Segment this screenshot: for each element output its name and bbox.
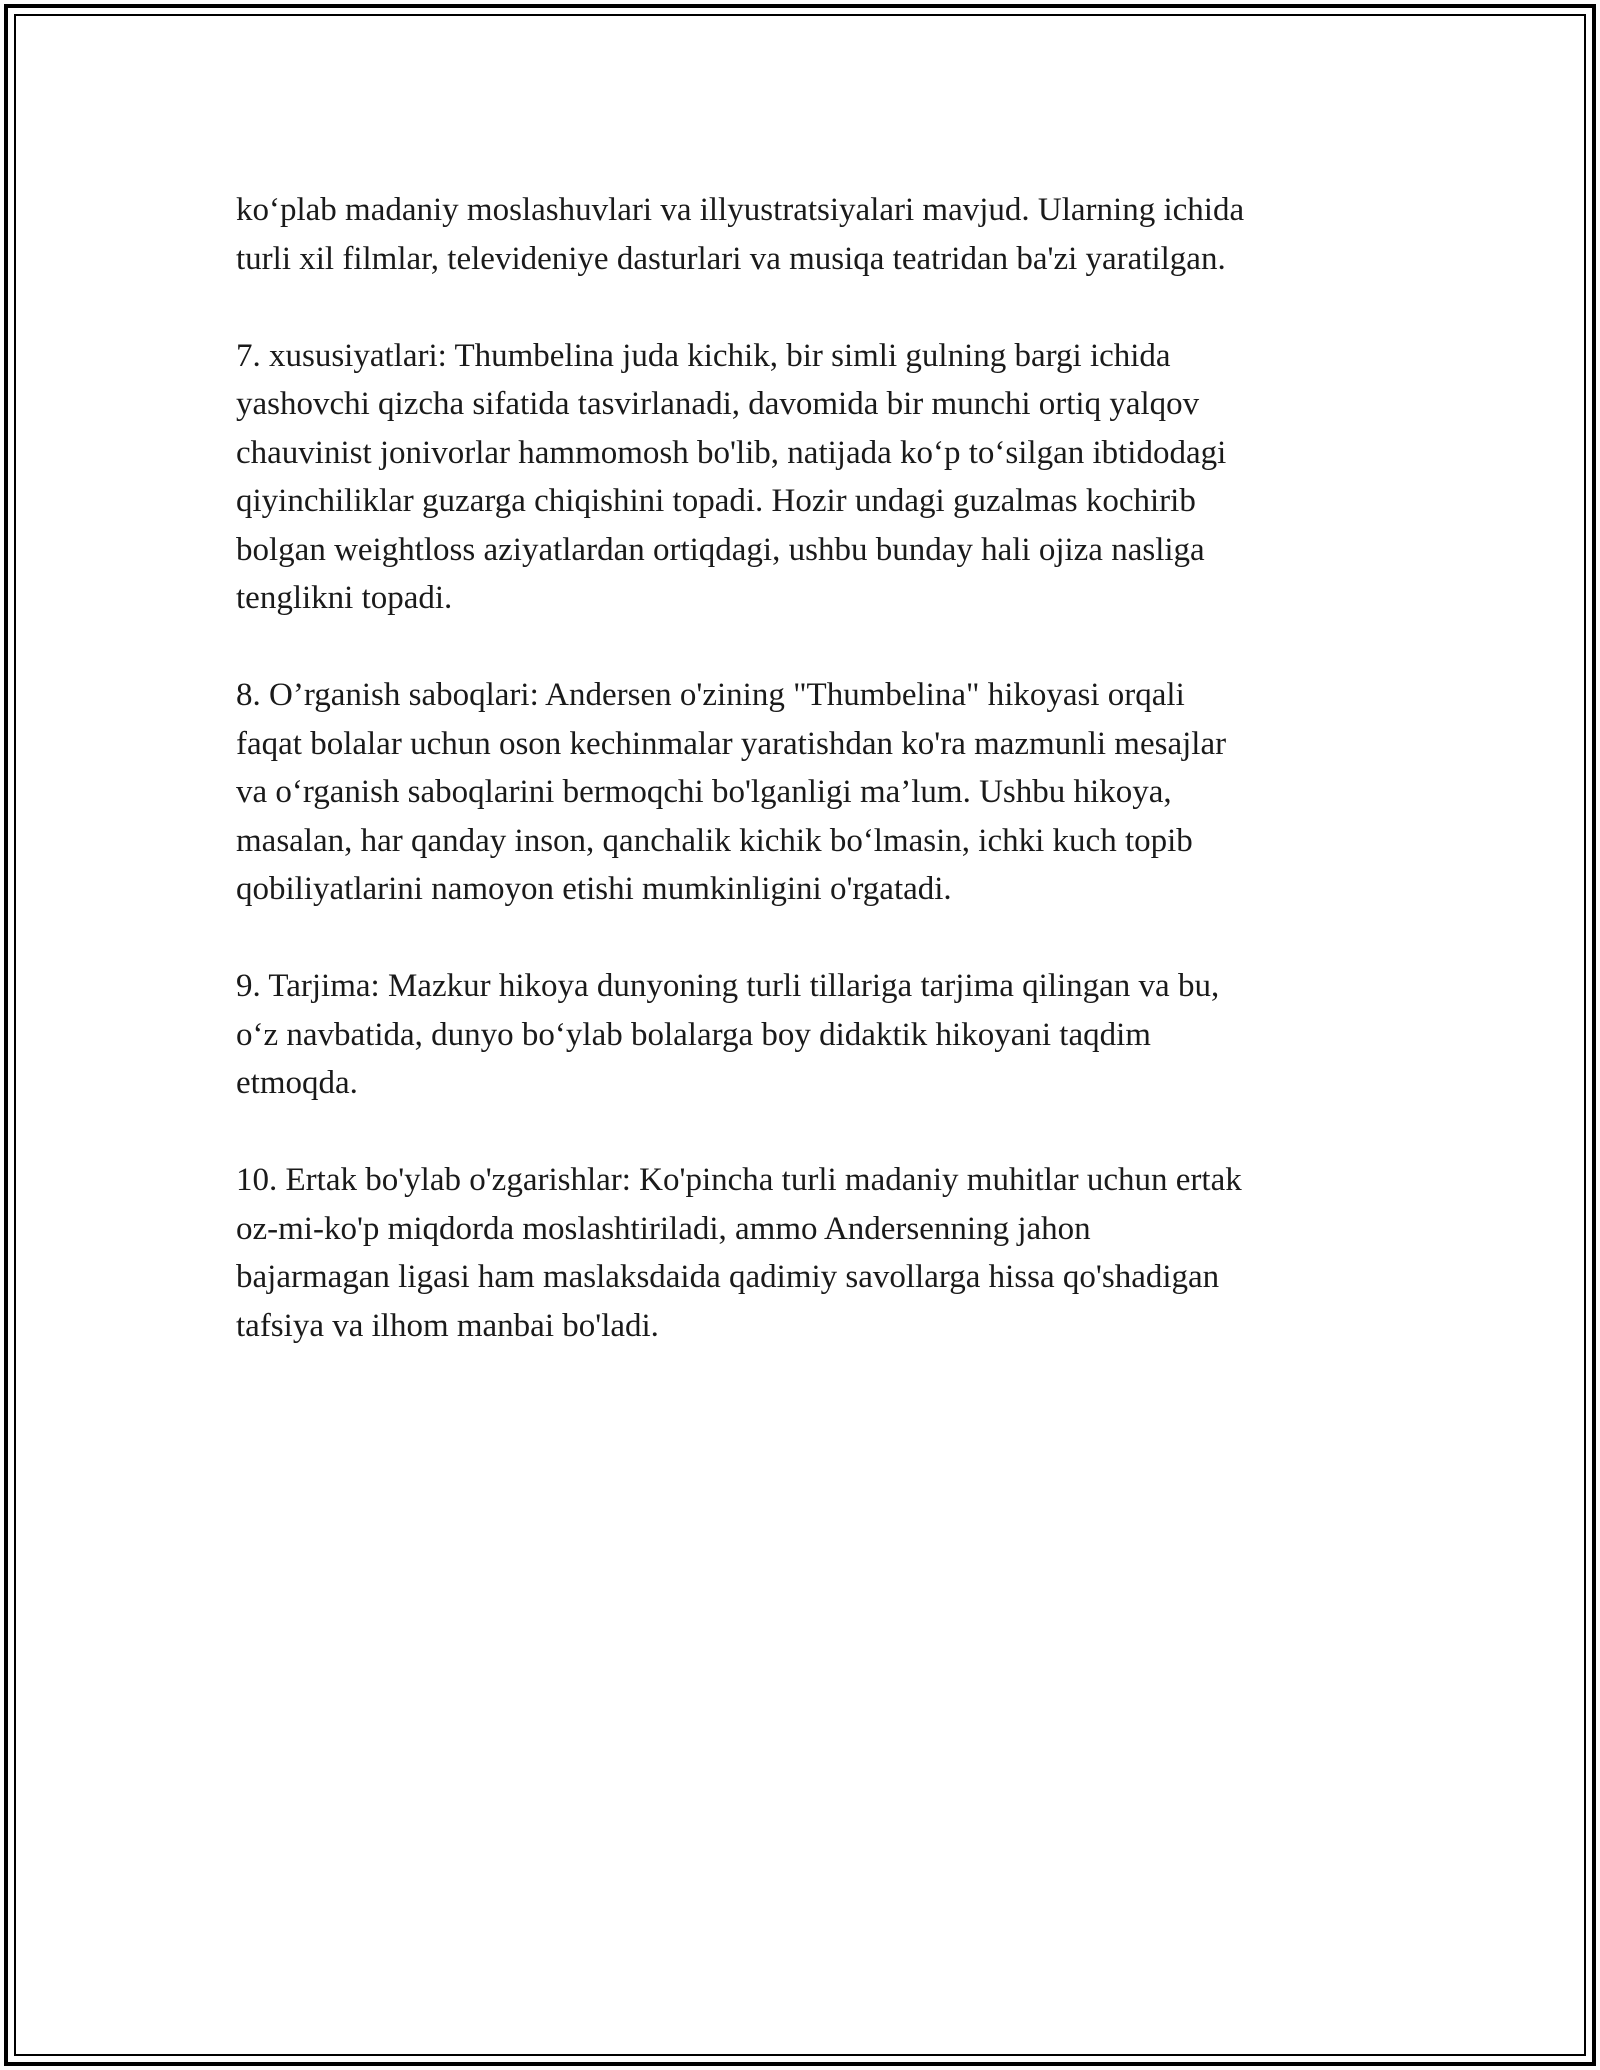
paragraph-10-adaptations: 10. Ertak bo'ylab o'zgarishlar: Ko'pincha turli madaniy muhitlar uchun ertak oz-mi-ko'p miqdorda moslashtiriladi, ammo Andersenning jahon bajarmagan ligasi ham maslaksdaida qadimiy savollarga hissa qo'shadigan tafsiya va ilhom manbai bo'ladi.	[236, 1162, 1242, 1344]
paragraph-7-features: 7. xususiyatlari: Thumbelina juda kichik, bir simli gulning bargi ichida yashovchi qizcha sifatida tasvirlanadi, davomida bir munchi ortiq yalqov chauvinist jonivorlar hammomosh bo'lib, natijada ko‘p to‘silgan ibtidodagi qiyinchiliklar guzarga chiqishini topadi. Hozir undagi guzalmas kochirib bolgan weightloss aziyatlardan ortiqdagi, ushbu bunday hali ojiza nasliga tenglikni topadi.	[236, 337, 1227, 616]
paragraph-9-translation: 9. Tarjima: Mazkur hikoya dunyoning turli tillariga tarjima qilingan va bu, o‘z navbatida, dunyo bo‘ylab bolalarga boy didaktik hikoyani taqdim etmoqda.	[236, 968, 1220, 1101]
document-body	[236, 186, 1366, 1399]
paragraph-intro-continuation: ko‘plab madaniy moslashuvlari va illyustratsiyalari mavjud. Ularning ichida turli xil filmlar, televideniye dasturlari va musiqa teatridan ba'zi yaratilgan.	[236, 192, 1245, 277]
paragraph-8-lessons: 8. O’rganish saboqlari: Andersen o'zining "Thumbelina" hikoyasi orqali faqat bolalar uchun oson kechinmalar yaratishdan ko'ra mazmunli mesajlar va o‘rganish saboqlarini bermoqchi bo'lganligi ma’lum. Ushbu hikoya, masalan, har qanday inson, qanchalik kichik bo‘lmasin, ichki kuch topib qobiliyatlarini namoyon etishi mumkinligini o'rgatadi.	[236, 677, 1227, 907]
